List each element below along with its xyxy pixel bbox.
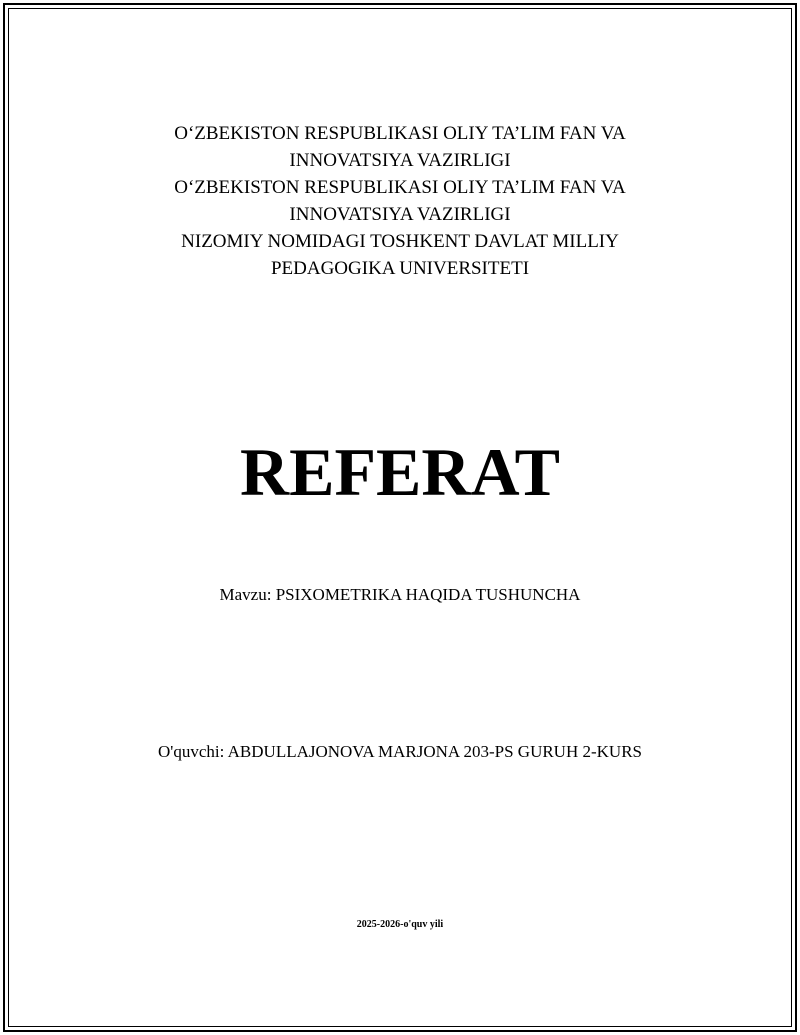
academic-year: 2025-2026-o'quv yili (356, 919, 444, 930)
header-line: O‘ZBEKISTON RESPUBLIKASI OLIY TA’LIM FAN VA (174, 123, 626, 144)
header-line: INNOVATSIYA VAZIRLIGI (289, 150, 511, 171)
header-line: INNOVATSIYA VAZIRLIGI (289, 204, 511, 225)
topic-line: Mavzu: PSIXOMETRIKA HAQIDA TUSHUNCHA (219, 585, 581, 604)
document-title: REFERAT (240, 434, 560, 510)
header-line: O‘ZBEKISTON RESPUBLIKASI OLIY TA’LIM FAN VA (174, 177, 626, 198)
header-line: NIZOMIY NOMIDAGI TOSHKENT DAVLAT MILLIY (181, 231, 619, 252)
student-line: O'quvchi: ABDULLAJONOVA MARJONA 203-PS GURUH 2-KURS (158, 742, 642, 761)
institution-header (0, 120, 800, 282)
header-line: PEDAGOGIKA UNIVERSITETI (270, 258, 530, 279)
